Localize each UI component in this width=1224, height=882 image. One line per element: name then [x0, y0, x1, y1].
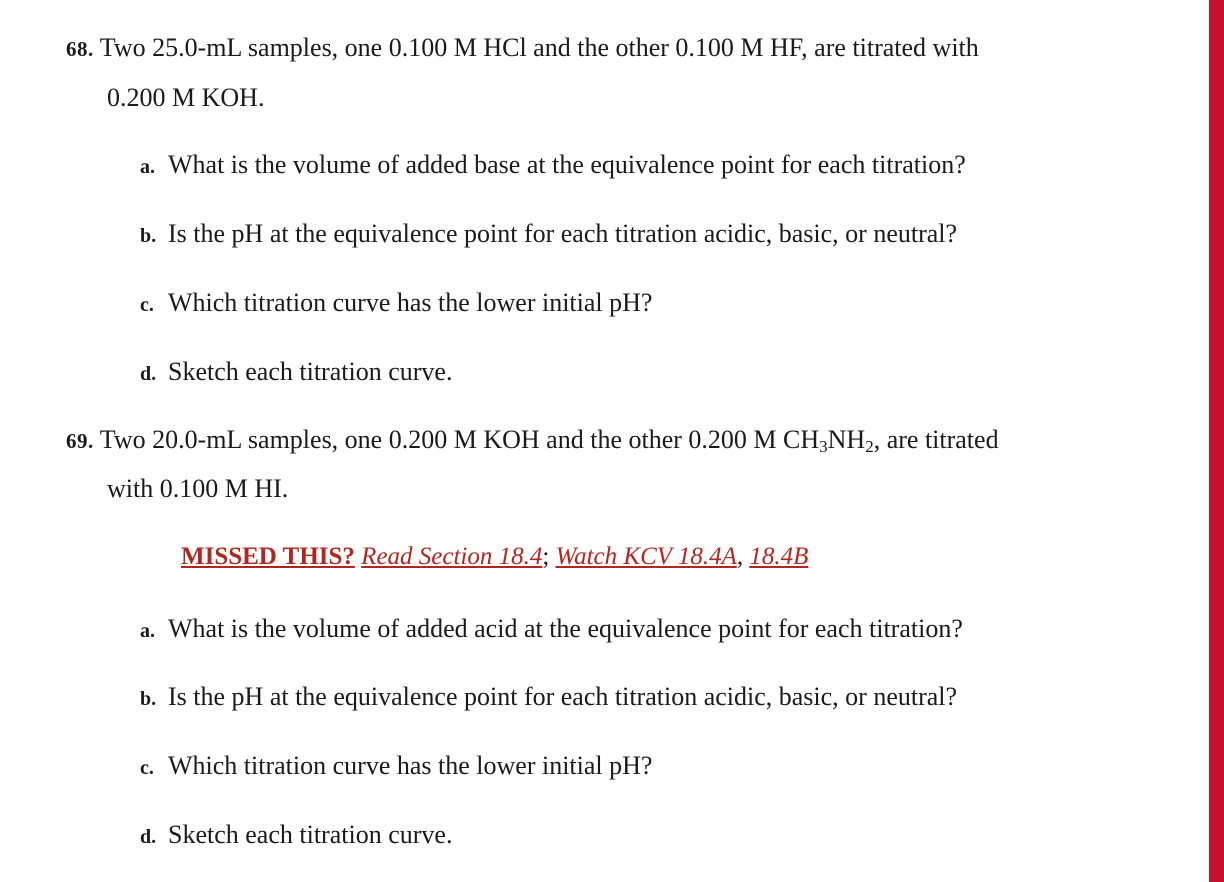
problem-69-part-b: [140, 681, 957, 715]
part-letter: a.: [140, 156, 155, 178]
problem-69-line-1: [66, 424, 999, 457]
part-letter: c.: [140, 757, 154, 779]
problem-69-part-d: [140, 819, 452, 853]
part-text: What is the volume of added base at the equivalence point for each titration?: [168, 150, 966, 179]
part-letter: d.: [140, 363, 157, 385]
part-text: Is the pH at the equivalence point for each titration acidic, basic, or neutral?: [168, 219, 958, 248]
page-edge-bar: [1209, 0, 1224, 882]
part-letter: b.: [140, 225, 157, 247]
part-text: What is the volume of added acid at the equivalence point for each titration?: [168, 614, 963, 643]
part-text: Sketch each titration curve.: [168, 357, 453, 386]
watch-kcv-link[interactable]: Watch KCV 18.4A: [555, 543, 737, 570]
separator-semicolon: ;: [542, 543, 550, 570]
problem-68-line-1: [66, 32, 979, 65]
part-text: Which titration curve has the lower initial pH?: [168, 288, 653, 317]
part-text: Is the pH at the equivalence point for each titration acidic, basic, or neutral?: [168, 682, 958, 711]
part-text: Which titration curve has the lower initial pH?: [168, 751, 653, 780]
missed-this-label[interactable]: MISSED THIS?: [181, 543, 355, 570]
problem-68-part-a: [140, 149, 966, 183]
problem-69-text-1: [100, 425, 999, 454]
problem-69-text-pre: Two 20.0-mL samples, one 0.200 M KOH and the other 0.200 M CH: [99, 425, 820, 454]
subscript-2: 2: [865, 437, 874, 456]
missed-this-links: [181, 541, 808, 573]
part-text: Sketch each titration curve.: [168, 820, 453, 849]
part-letter: d.: [140, 826, 157, 848]
problem-68-part-b: [140, 218, 957, 252]
part-letter: b.: [140, 688, 157, 710]
subscript-3: 3: [819, 437, 828, 456]
problem-68-number: 68.: [66, 37, 94, 61]
kcv-18-4b-link[interactable]: 18.4B: [749, 543, 809, 570]
problem-69-text-mid: NH: [827, 425, 866, 454]
read-section-link[interactable]: Read Section 18.4: [361, 543, 543, 570]
problem-68-text-1: Two 25.0-mL samples, one 0.100 M HCl and the other 0.100 M HF, are titrated with: [99, 33, 979, 62]
problem-69-number: 69.: [66, 429, 94, 453]
problem-68-part-c: [140, 287, 652, 321]
problem-69-text-post: , are titrated: [873, 425, 999, 454]
problem-68-line-2: 0.200 M KOH.: [107, 83, 265, 112]
problem-69-part-a: [140, 613, 963, 647]
problem-68-part-d: [140, 356, 452, 390]
separator-comma: ,: [736, 543, 744, 570]
part-letter: a.: [140, 620, 155, 642]
problem-69-line-2: with 0.100 M HI.: [107, 474, 289, 503]
problem-69-part-c: [140, 750, 652, 784]
part-letter: c.: [140, 294, 154, 316]
